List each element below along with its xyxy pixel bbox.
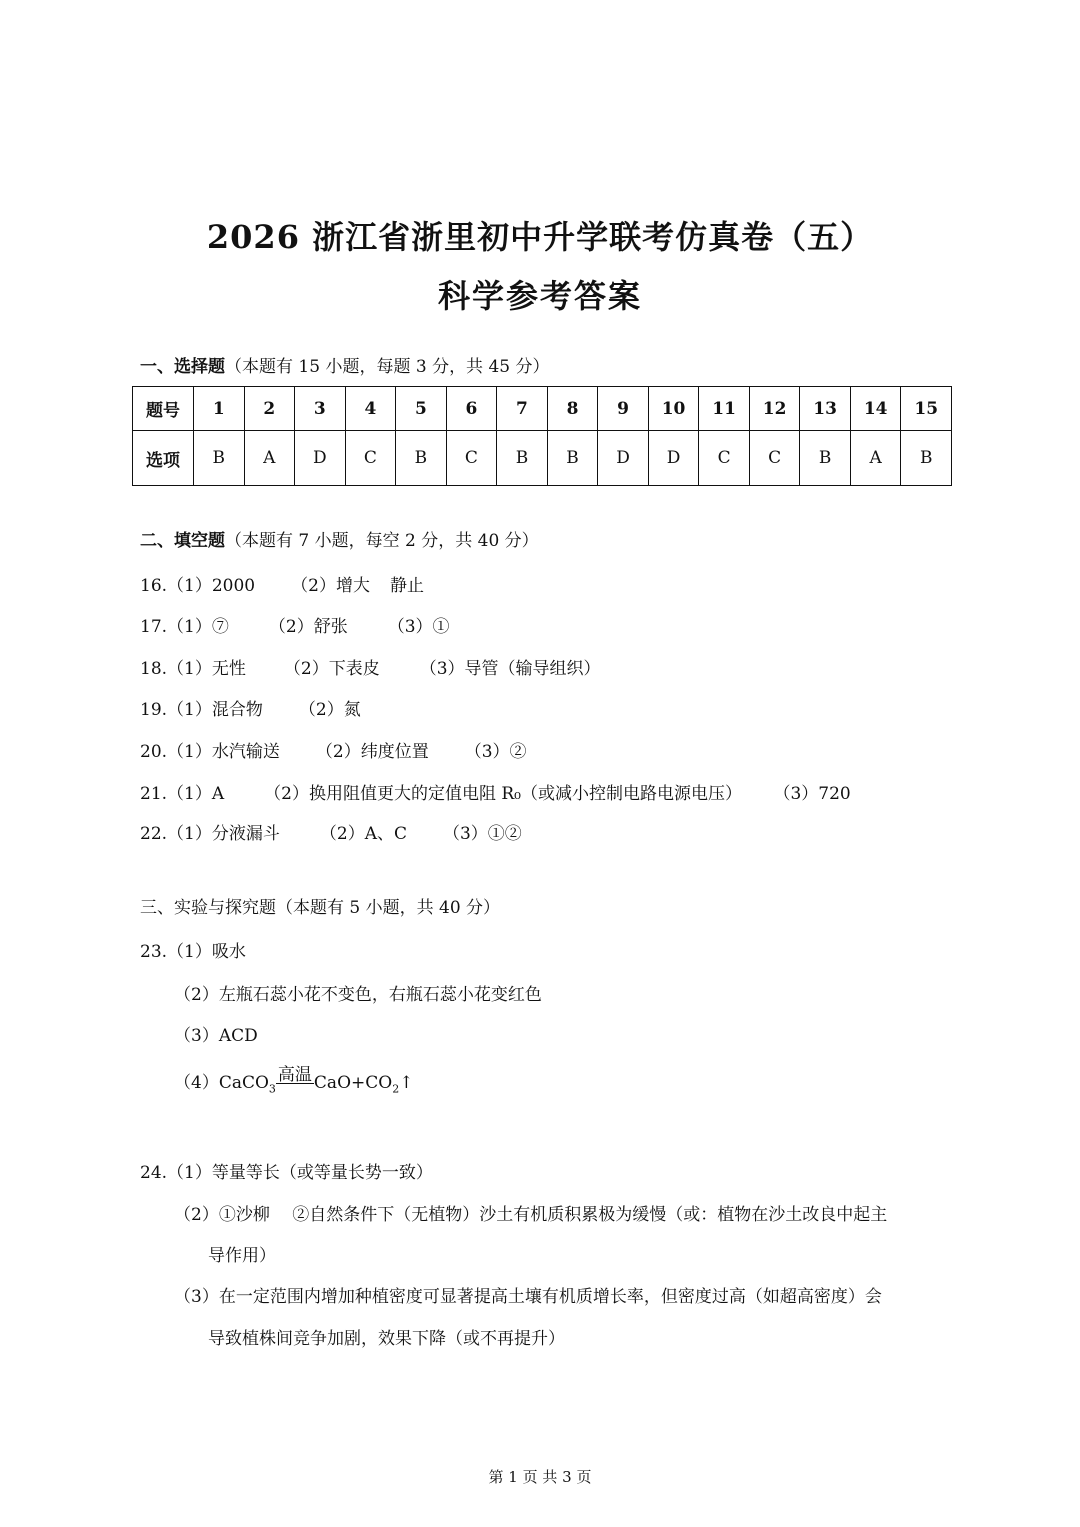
q24-part3-line1: （3）在一定范围内增加种植密度可显著提高土壤有机质增长率，但密度过高（如超高密度）会 xyxy=(174,1287,882,1307)
answer-cell: A xyxy=(850,431,901,486)
answer-part: （2）增大 xyxy=(291,576,370,596)
q23-part3: （3）ACD xyxy=(174,1026,258,1046)
answer-part: （2）下表皮 xyxy=(283,659,380,679)
q24-part2-line2: 导作用） xyxy=(208,1246,276,1266)
answer-part: （1）水汽输送 xyxy=(167,742,280,762)
question-number-cell: 1 xyxy=(194,387,245,431)
answer-part: （1）混合物 xyxy=(167,700,263,720)
answer-cell: C xyxy=(345,431,396,486)
question-number-cell: 10 xyxy=(648,387,699,431)
page-title: 2026 浙江省浙里初中升学联考仿真卷（五） xyxy=(206,218,874,256)
answer-cell: D xyxy=(648,431,699,486)
q23-part2: （2）左瓶石蕊小花不变色，右瓶石蕊小花变红色 xyxy=(174,985,542,1005)
equation-product: CaO+CO xyxy=(313,1073,393,1093)
answer-cell: C xyxy=(699,431,750,486)
fill-in-item xyxy=(140,779,851,804)
question-number: 21. xyxy=(140,784,168,804)
answer-part: （1）⑦ xyxy=(167,617,229,637)
question-number: 16. xyxy=(140,576,168,596)
equation-reactant: CaCO xyxy=(218,1073,269,1093)
answer-cell: B xyxy=(547,431,598,486)
row-header-number: 题号 xyxy=(133,387,194,431)
answer-part: （2）氮 xyxy=(298,700,361,720)
question-number: 18. xyxy=(140,659,168,679)
section2-title: 二、填空题 xyxy=(140,531,225,551)
fill-in-item xyxy=(140,571,424,596)
answer-cell: B xyxy=(901,431,952,486)
q23-part4-label: （4） xyxy=(174,1073,219,1093)
page-footer: 第 1 页 共 3 页 xyxy=(488,1468,592,1486)
question-number-cell: 9 xyxy=(598,387,649,431)
answer-part: （1）2000 xyxy=(167,576,256,596)
q24-part2-line1: （2）①沙柳 ②自然条件下（无植物）沙土有机质积累极为缓慢（或：植物在沙土改良中起主 xyxy=(174,1205,888,1225)
answer-part: （2）A、C xyxy=(319,824,407,844)
multiple-choice-answer-table xyxy=(132,386,952,486)
answer-part: （3）导管（输导组织） xyxy=(419,659,601,679)
answer-row xyxy=(133,431,952,486)
question-number-cell: 14 xyxy=(850,387,901,431)
fill-in-item xyxy=(140,654,601,679)
question-number-row xyxy=(133,387,952,431)
section1-heading xyxy=(140,352,550,377)
q23-part1: 23.（1）吸水 xyxy=(140,942,246,962)
answer-part: 静止 xyxy=(389,576,424,596)
section1-title: 一、选择题 xyxy=(140,357,225,377)
q23-part4-equation xyxy=(174,1065,414,1096)
answer-part: （2）舒张 xyxy=(268,617,348,637)
question-number: 19. xyxy=(140,700,168,720)
equation-subscript: 2 xyxy=(392,1082,400,1096)
question-number-cell: 15 xyxy=(901,387,952,431)
answer-cell: B xyxy=(194,431,245,486)
fill-in-item xyxy=(140,819,522,844)
gas-arrow-icon: ↑ xyxy=(399,1073,414,1093)
question-number: 17. xyxy=(140,617,168,637)
answer-cell: C xyxy=(749,431,800,486)
section3-heading: 三、实验与探究题（本题有 5 小题，共 40 分） xyxy=(140,898,501,918)
answer-part: （1）分液漏斗 xyxy=(167,824,280,844)
answer-part: （1）无性 xyxy=(167,659,246,679)
answer-part: （1）A xyxy=(167,784,225,804)
question-number-cell: 6 xyxy=(446,387,497,431)
question-number-cell: 12 xyxy=(749,387,800,431)
answer-cell: B xyxy=(396,431,447,486)
answer-cell: C xyxy=(446,431,497,486)
answer-cell: D xyxy=(598,431,649,486)
section1-note: （本题有 15 小题，每题 3 分，共 45 分） xyxy=(225,357,550,377)
page-subtitle: 科学参考答案 xyxy=(437,277,642,315)
equation-subscript: 3 xyxy=(268,1082,276,1096)
question-number-cell: 3 xyxy=(295,387,346,431)
section2-note: （本题有 7 小题，每空 2 分，共 40 分） xyxy=(225,531,539,551)
answer-cell: D xyxy=(295,431,346,486)
answer-part: （3）①② xyxy=(442,824,522,844)
question-number-cell: 8 xyxy=(547,387,598,431)
question-number: 20. xyxy=(140,742,168,762)
answer-cell: A xyxy=(244,431,295,486)
answer-part: （3）② xyxy=(464,742,527,762)
answer-part: （3）① xyxy=(387,617,450,637)
q24-part1: 24.（1）等量等长（或等量长势一致） xyxy=(140,1163,433,1183)
answer-cell: B xyxy=(800,431,851,486)
fill-in-item xyxy=(140,737,527,762)
question-number-cell: 13 xyxy=(800,387,851,431)
section2-heading xyxy=(140,526,539,551)
question-number-cell: 7 xyxy=(497,387,548,431)
answer-part: （3）720 xyxy=(781,784,851,804)
answer-part: （2）纬度位置 xyxy=(315,742,429,762)
answer-cell: B xyxy=(497,431,548,486)
reaction-condition: 高温 xyxy=(277,1065,312,1085)
fill-in-item xyxy=(140,612,450,637)
question-number-cell: 4 xyxy=(345,387,396,431)
answer-part: （2）换用阻值更大的定值电阻 R₀（或减小控制电路电源电压） xyxy=(264,784,742,804)
question-number-cell: 5 xyxy=(396,387,447,431)
question-number: 22. xyxy=(140,824,168,844)
row-header-answer: 选项 xyxy=(133,431,194,486)
q24-part3-line2: 导致植株间竞争加剧，效果下降（或不再提升） xyxy=(208,1329,565,1349)
question-number-cell: 11 xyxy=(699,387,750,431)
fill-in-item xyxy=(140,695,361,720)
question-number-cell: 2 xyxy=(244,387,295,431)
